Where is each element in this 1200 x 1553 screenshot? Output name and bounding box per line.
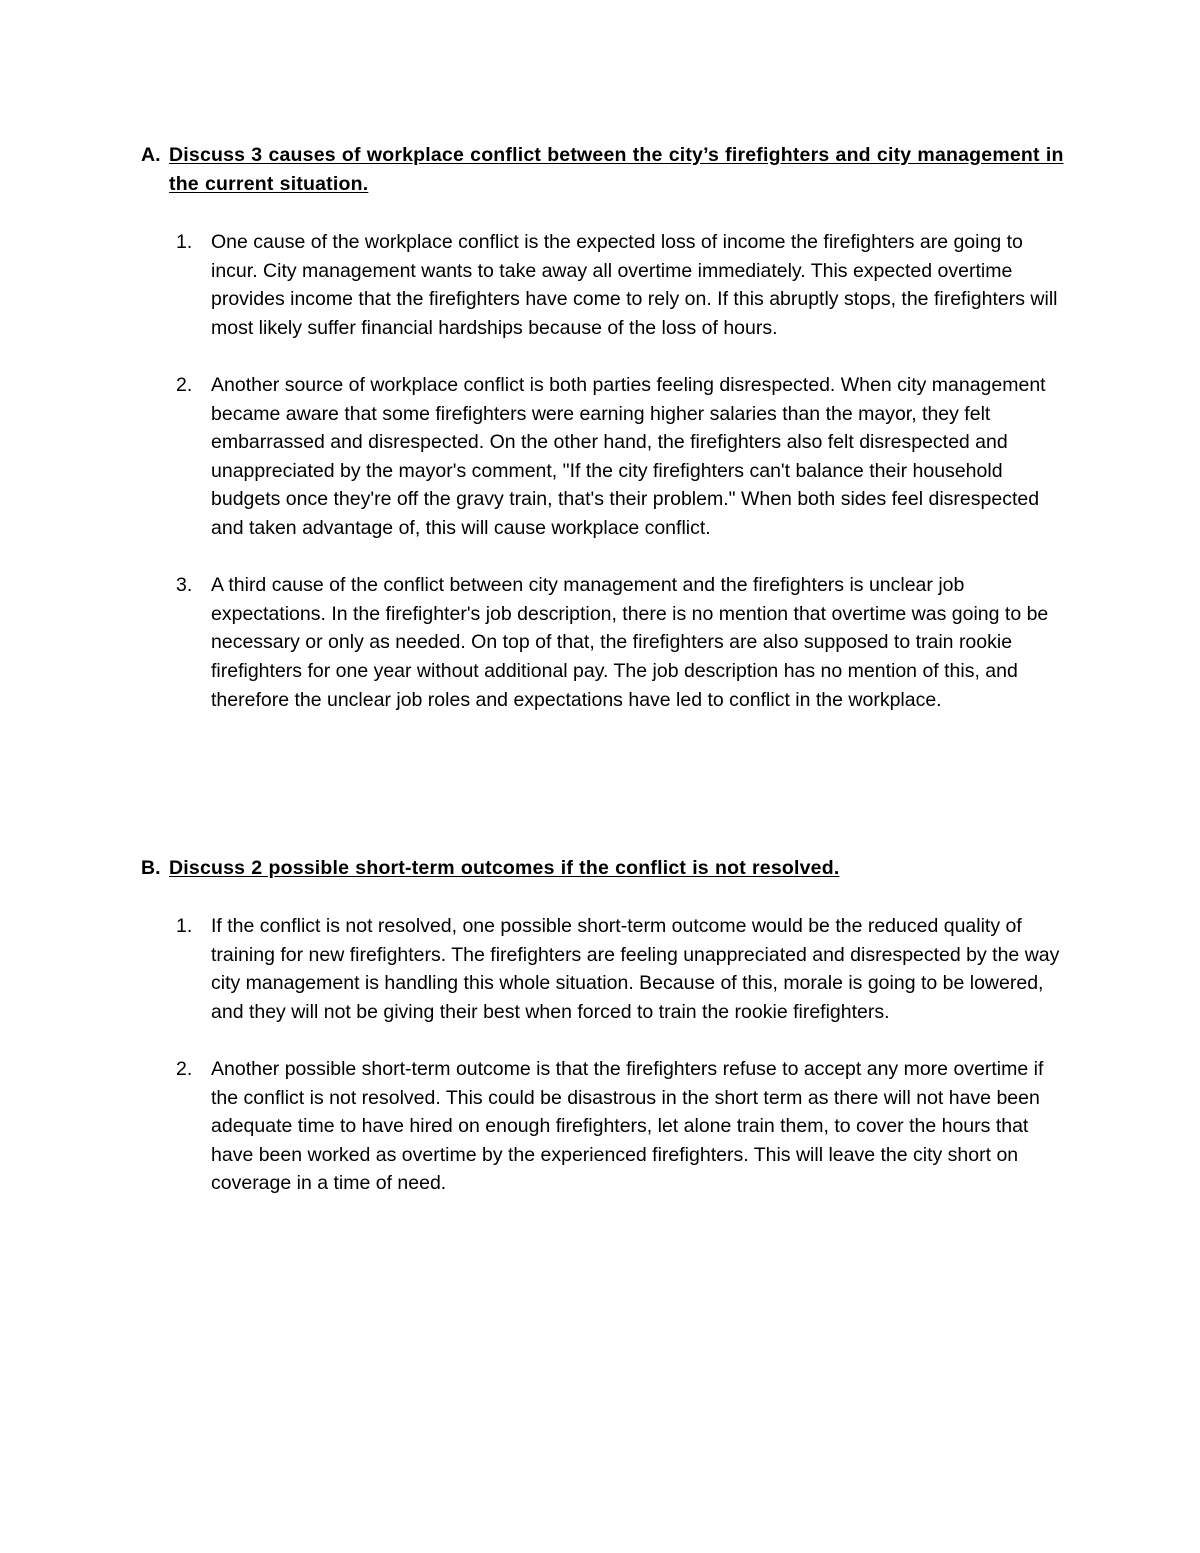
list-item-text: If the conflict is not resolved, one possible short-term outcome would be the reduced quality of training for new firefighters. The firefighters are feeling unappreciated and disrespected by the way city management is handling this whole situation. Because of this, morale is going to be lowered, and they will not be giving their best when forced to train the rookie firefighters. — [211, 915, 1060, 1023]
list-item-number: 1. — [176, 231, 193, 253]
list-item-number: 3. — [176, 574, 193, 597]
list-item-text: One cause of the workplace conflict is the expected loss of income the firefighters are going to incur. City management wants to take away all overtime immediately. This expected overtime provides income that the firefighters have come to rely on. If this abruptly stops, the firefighters will most likely suffer financial hardships because of the loss of hours. — [211, 231, 1058, 339]
list-item-text: A third cause of the conflict between city management and the firefighters is unclear job expectations. In the firefighter's job description, there is no mention that overtime was going to be necessary or only as needed. On top of that, the firefighters are also supposed to train rookie firefighters for one year without additional pay. The job description has no mention of this, and therefore the unclear job roles and expectations have led to conflict in the workplace. — [211, 574, 1049, 711]
section-heading — [141, 141, 1081, 199]
list-item-number: 2. — [176, 373, 193, 396]
numbered-list — [141, 228, 1081, 714]
list-item — [141, 912, 1061, 1026]
numbered-list — [141, 912, 1081, 1198]
list-item-text: Another possible short-term outcome is that the firefighters refuse to accept any more overtime if the conflict is not resolved. This could be disastrous in the short term as there will not have been adequate time to have hired on enough firefighters, let alone train them, to cover the hours that have been worked as overtime by the experienced firefighters. This will leave the city short on coverage in a time of need. — [211, 1057, 1044, 1195]
section-letter: A. — [141, 144, 161, 166]
list-item-number: 1. — [176, 915, 193, 937]
list-item — [141, 371, 1061, 543]
section-heading-text: Discuss 2 possible short-term outcomes if the conflict is not resolved. — [169, 857, 840, 879]
list-item — [141, 228, 1061, 342]
list-item — [141, 571, 1061, 714]
list-item — [141, 1055, 1061, 1198]
section-heading — [141, 854, 1081, 883]
section-letter: B. — [141, 857, 161, 879]
section-heading-text: Discuss 3 causes of workplace conflict between the city’s firefighters and city management in the current situation. — [169, 144, 1064, 195]
list-item-number: 2. — [176, 1057, 193, 1080]
section-b — [141, 854, 1081, 1227]
section-a — [141, 141, 1081, 743]
list-item-text: Another source of workplace conflict is both parties feeling disrespected. When city management became aware that some firefighters were earning higher salaries than the mayor, they felt embarrassed and disrespected. On the other hand, the firefighters also felt disrespected and unappreciated by the mayor's comment, "If the city firefighters can't balance their household budgets once they're off the gravy train, that's their problem." When both sides feel disrespected and taken advantage of, this will cause workplace conflict. — [211, 373, 1046, 539]
